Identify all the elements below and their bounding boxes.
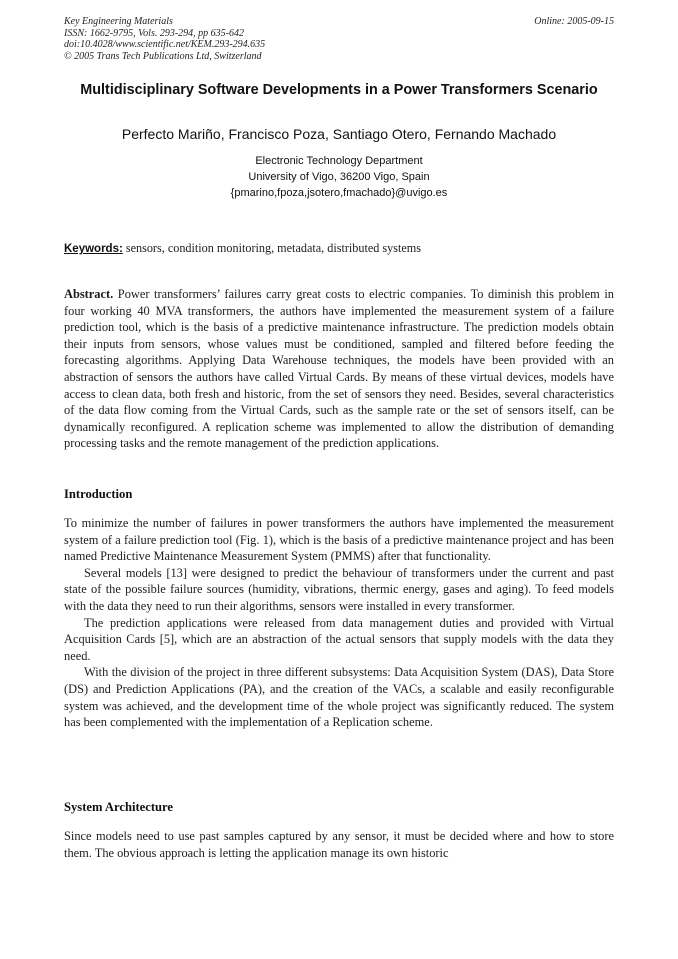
copyright-line: © 2005 Trans Tech Publications Ltd, Switzerland bbox=[64, 50, 262, 62]
paragraph: To minimize the number of failures in power transformers the authors have implemented the measurement system of a failure prediction tool (Fig. 1), which is the basis of a predictive maintenance project and has been named Predictive Maintenance Measurement System (PMMS) after that functionality. bbox=[64, 516, 614, 564]
section-heading-system-architecture: System Architecture bbox=[64, 800, 174, 814]
keywords-line bbox=[64, 241, 614, 256]
paper-title: Multidisciplinary Software Developments in a Power Transformers Scenario bbox=[80, 82, 598, 98]
abstract-text: Power transformers’ failures carry great costs to electric companies. To diminish this problem in four working 40 MVA transformers, the authors have implemented the measurement system of a failure prediction tool, which is the basis of a predictive maintenance infrastructure. The prediction models obtain their inputs from sensors, whose values must be conditioned, sampled and filtered before feeding the forecasting algorithms. Applying Data Warehouse techniques, the models have been provided with an abstraction of sensors the authors have called Virtual Cards. By means of these virtual devices, models have access to clean data, both fresh and historic, from the set of sensors they need. Besides, several characteristics of the data flow coming from the Virtual Cards, such as the sample rate or the set of sensors itself, can be dynamically reconfigured. A replication scheme was implemented to allow the distribution of demanding processing tasks and the remote management of the prediction applications. bbox=[64, 287, 614, 451]
paragraph: The prediction applications were released from data management duties and provided with Virtual Acquisition Cards [5], which are an abstraction of the actual sensors that supply models with the data they need. bbox=[64, 615, 614, 663]
issn-line: ISSN: 1662-9795, Vols. 293-294, pp 635-642 bbox=[64, 27, 244, 39]
abstract bbox=[64, 286, 614, 452]
paragraph: Several models [13] were designed to predict the behaviour of transformers under the current and past state of the possible failure sources (humidity, vibrations, thermic energy, gases and aging). To feed models with the data they need to run their algorithms, sensors were installed in every transformer. bbox=[64, 565, 614, 613]
keywords-text: sensors, condition monitoring, metadata, distributed systems bbox=[125, 241, 422, 255]
online-date: Online: 2005-09-15 bbox=[534, 16, 614, 27]
keywords-label: Keywords: bbox=[64, 243, 123, 255]
author-list: Perfecto Mariño, Francisco Poza, Santiago Otero, Fernando Machado bbox=[121, 126, 557, 142]
paragraph: With the division of the project in three different subsystems: Data Acquisition System (DAS), Data Store (DS) and Prediction Applications (PA), and the creation of the VACs, a scalable and easily reconfigurable system was achieved, and the development time of the whole project was significantly reduced. The system has been complemented with the implementation of a Replication scheme. bbox=[64, 665, 614, 730]
system-architecture-body bbox=[64, 828, 614, 861]
doi-line[interactable]: doi:10.4028/www.scientific.net/KEM.293-294.635 bbox=[64, 39, 266, 50]
introduction-body bbox=[64, 515, 614, 731]
paragraph: Since models need to use past samples captured by any sensor, it must be decided where and how to store them. The obvious approach is letting the application manage its own historic bbox=[64, 829, 614, 860]
journal-name: Key Engineering Materials bbox=[64, 16, 173, 27]
university: University of Vigo, 36200 Vigo, Spain bbox=[248, 171, 430, 183]
abstract-label: Abstract. bbox=[64, 287, 114, 301]
page-header bbox=[64, 16, 614, 62]
affiliation bbox=[40, 153, 638, 201]
section-heading-introduction: Introduction bbox=[64, 487, 133, 501]
author-emails[interactable]: {pmarino,fpoza,jsotero,fmachado}@uvigo.es bbox=[230, 187, 448, 199]
department: Electronic Technology Department bbox=[255, 155, 423, 167]
